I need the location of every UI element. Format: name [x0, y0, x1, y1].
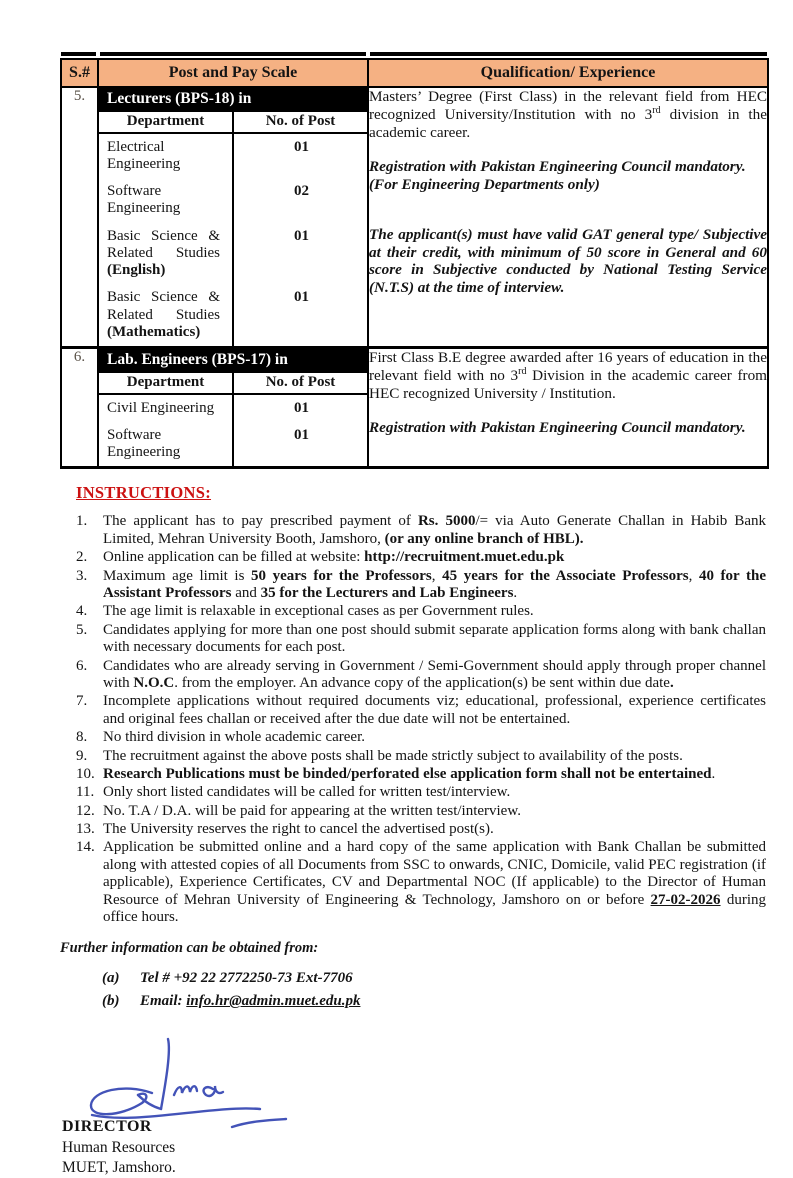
instruction-text: Online application can be filled at website: http://recruitment.muet.edu.pk	[103, 549, 565, 566]
post-table-row	[61, 87, 768, 348]
further-info-lead: Further information can be obtained from:	[60, 940, 319, 957]
inner-post-table	[99, 373, 367, 467]
qualification-paragraph: Registration with Pakistan Engineering Council mandatory. (For Engineering Departments only)	[369, 158, 746, 194]
table-top-border	[61, 52, 767, 56]
instruction-item	[76, 658, 766, 693]
contact-marker: (a)	[102, 970, 120, 987]
inner-header-department: Department	[99, 373, 233, 394]
department-name-cell: Basic Science & Related Studies (Mathematics)	[99, 284, 233, 346]
instruction-number: 1.	[76, 513, 88, 530]
contact-item	[102, 992, 767, 1011]
table-header-row	[61, 59, 768, 87]
instruction-item	[76, 693, 766, 728]
instruction-item	[76, 748, 766, 765]
instruction-number: 12.	[76, 802, 95, 819]
department-name-cell: Software Engineering	[99, 422, 233, 467]
header-post-pay-scale: Post and Pay Scale	[98, 59, 368, 87]
posts-table-body	[61, 87, 768, 468]
department-row	[99, 178, 367, 223]
instruction-number: 13.	[76, 821, 95, 838]
instruction-number: 11.	[76, 784, 95, 801]
contact-text: Email: info.hr@admin.muet.edu.pk	[140, 993, 361, 1010]
contact-item	[102, 969, 767, 988]
instructions-list	[60, 513, 766, 926]
instruction-text: No third division in whole academic career.	[103, 729, 365, 746]
post-table-row	[61, 348, 768, 468]
inner-header-no-of-post: No. of Post	[233, 373, 367, 394]
instructions-heading: INSTRUCTIONS:	[76, 483, 212, 503]
instruction-text: The applicant has to pay prescribed payment of Rs. 5000/= via Auto Generate Challan in Habib Bank Limited, Mehran University Booth, Jamshoro, (or any online branch of HBL).	[103, 513, 766, 547]
instruction-text: No. T.A / D.A. will be paid for appearing at the written test/interview.	[103, 802, 521, 819]
instruction-text: Candidates applying for more than one post should submit separate application forms along with bank challan with necessary documents for each post.	[103, 621, 766, 656]
email-link[interactable]: info.hr@admin.muet.edu.pk	[186, 993, 361, 1010]
inner-header-row	[99, 112, 367, 133]
further-info-section	[60, 940, 767, 1011]
post-count-cell: 01	[294, 399, 309, 416]
qualification-cell	[368, 348, 768, 468]
inner-header-row	[99, 373, 367, 394]
contact-marker: (b)	[102, 993, 120, 1010]
post-count-cell: 01	[294, 227, 309, 244]
instruction-text: Application be submitted online and a hard copy of the same application with Bank Challan be submitted along with attested copies of all Documents from SSC to onwards, CNIC, Domicile, valid PEC registration (if applicable), Experience Certificates, CV and Departmental NOC (If applicable) to the Director of Human Resource of Mehran University of Engineering & Technology, Jamshoro on or before 27-02-2026 during office hours.	[103, 839, 766, 926]
instruction-text: The recruitment against the above posts shall be made strictly subject to availability of the posts.	[103, 747, 683, 764]
post-count-cell: 01	[294, 426, 309, 443]
instruction-text: The University reserves the right to cancel the advertised post(s).	[103, 821, 494, 838]
instruction-item	[76, 839, 766, 926]
signature-block	[82, 1033, 342, 1133]
signatory-dept: Human Resources	[62, 1138, 176, 1156]
instruction-number: 14.	[76, 839, 95, 856]
post-count-cell: 02	[294, 183, 309, 200]
instruction-number: 5.	[76, 621, 88, 638]
inner-header-department: Department	[99, 112, 233, 133]
department-row	[99, 394, 367, 422]
instruction-number: 2.	[76, 549, 88, 566]
department-name-cell: Electrical Engineering	[99, 133, 233, 179]
inner-header-no-of-post: No. of Post	[233, 112, 367, 133]
qualification-paragraph: The applicant(s) must have valid GAT general type/ Subjective at their credit, with minimum of 50 score in General and 60 score in Subjective conducted by National Testing Service (N.T.S) at the time of interview.	[369, 225, 767, 297]
instruction-item	[76, 784, 766, 801]
contact-text: Tel # +92 22 2772250-73 Ext-7706	[140, 970, 353, 987]
instruction-item	[76, 603, 766, 620]
instruction-item	[76, 568, 766, 603]
serial-cell: 5.	[61, 87, 98, 348]
instruction-item	[76, 622, 766, 657]
instruction-number: 4.	[76, 603, 88, 620]
department-row	[99, 133, 367, 179]
instruction-number: 10.	[76, 765, 95, 782]
post-group-title: Lecturers (BPS-18) in	[99, 88, 367, 112]
department-name-cell: Basic Science & Related Studies (English)	[99, 223, 233, 285]
instruction-text: The age limit is relaxable in exceptional cases as per Government rules.	[103, 603, 534, 620]
instruction-item	[76, 803, 766, 820]
department-row	[99, 422, 367, 467]
posts-table	[60, 58, 769, 469]
instruction-text: Maximum age limit is 50 years for the Professors, 45 years for the Associate Professors, 40 for the Assistant Professors and 35 for the Lecturers and Lab Engineers.	[103, 567, 767, 601]
post-group-title: Lab. Engineers (BPS-17) in	[99, 349, 367, 373]
instruction-number: 3.	[76, 567, 88, 584]
instruction-item	[76, 549, 766, 566]
signature-scribble	[82, 1033, 312, 1133]
instruction-number: 6.	[76, 657, 88, 674]
department-name-cell: Civil Engineering	[99, 394, 233, 422]
department-name-cell: Software Engineering	[99, 178, 233, 223]
instruction-text: Incomplete applications without required documents viz; educational, professional, experience certificates and original fees challan or received after the due date will not be entertained.	[103, 693, 766, 727]
header-qualification: Qualification/ Experience	[368, 59, 768, 87]
post-count-cell: 01	[294, 138, 309, 155]
signatory-title: DIRECTOR	[62, 1117, 152, 1135]
post-cell	[98, 87, 368, 348]
inner-post-table	[99, 112, 367, 347]
qualification-paragraph: Masters’ Degree (First Class) in the relevant field from HEC recognized University/Institution with no 3rd division in the academic career.	[369, 88, 767, 141]
qualification-paragraph: Registration with Pakistan Engineering Council mandatory.	[369, 419, 746, 437]
instruction-text: Candidates who are already serving in Government / Semi-Government should apply through proper channel with N.O.C. from the employer. An advance copy of the application(s) be sent within due date.	[103, 657, 766, 691]
post-count-cell: 01	[294, 289, 309, 306]
instruction-item	[76, 729, 766, 746]
instruction-number: 9.	[76, 747, 88, 764]
instruction-item	[76, 821, 766, 838]
contact-list	[60, 969, 767, 1011]
qualification-cell	[368, 87, 768, 348]
instruction-text: Only short listed candidates will be called for written test/interview.	[103, 784, 511, 801]
department-row	[99, 284, 367, 346]
signatory-org: MUET, Jamshoro.	[62, 1158, 176, 1176]
instruction-number: 7.	[76, 693, 88, 710]
instruction-item	[76, 513, 766, 548]
serial-cell: 6.	[61, 348, 98, 468]
header-serial: S.#	[61, 59, 98, 87]
qualification-paragraph: First Class B.E degree awarded after 16 years of education in the relevant field with no 3rd Division in the academic career from HEC recognized University / Institution.	[369, 349, 767, 402]
instruction-item	[76, 766, 766, 783]
instruction-text: Research Publications must be binded/perforated else application form shall not be entertained.	[103, 765, 716, 782]
department-row	[99, 223, 367, 285]
instruction-number: 8.	[76, 729, 88, 746]
post-cell	[98, 348, 368, 468]
